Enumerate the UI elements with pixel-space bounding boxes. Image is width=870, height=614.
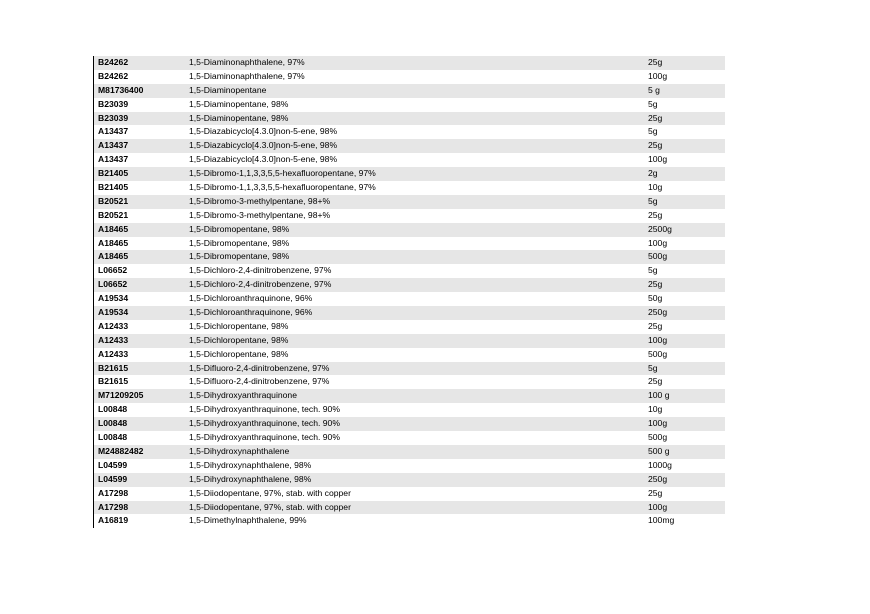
table-row (94, 250, 725, 264)
table-row (94, 292, 725, 306)
table-row (94, 223, 725, 237)
pack-size-cell: 25g (648, 376, 663, 387)
product-name-cell: 1,5-Dihydroxyanthraquinone, tech. 90% (189, 404, 340, 415)
product-name-cell: 1,5-Difluoro-2,4-dinitrobenzene, 97% (189, 362, 330, 373)
table-row (94, 306, 725, 320)
table-row (94, 98, 725, 112)
product-code-cell: B21615 (98, 362, 129, 373)
table-row (94, 125, 725, 139)
pack-size-cell: 100g (648, 154, 668, 165)
pack-size-cell: 100 g (648, 390, 670, 401)
table-row (94, 153, 725, 167)
product-code-cell: M71209205 (98, 390, 144, 401)
table-row (94, 112, 725, 126)
pack-size-cell: 500g (648, 348, 668, 359)
pack-size-cell: 10g (648, 182, 663, 193)
pack-size-cell: 500g (648, 251, 668, 262)
table-row (94, 514, 725, 528)
pack-size-cell: 100g (648, 334, 668, 345)
product-name-cell: 1,5-Dihydroxynaphthalene (189, 445, 290, 456)
product-code-cell: B24262 (98, 57, 129, 67)
table-row (94, 375, 725, 389)
pack-size-cell: 5g (648, 126, 658, 137)
product-name-cell: 1,5-Diazabicyclo[4.3.0]non-5-ene, 98% (189, 140, 338, 151)
product-code-cell: L00848 (98, 404, 128, 415)
product-code-cell: B20521 (98, 209, 129, 220)
product-name-cell: 1,5-Dibromo-1,1,3,3,5,5-hexafluoropentane, 97% (189, 168, 376, 179)
product-name-cell: 1,5-Dibromo-1,1,3,3,5,5-hexafluoropentane, 97% (189, 182, 376, 193)
product-name-cell: 1,5-Dibromopentane, 98% (189, 251, 290, 262)
pack-size-cell: 25g (648, 209, 663, 220)
product-code-cell: L00848 (98, 432, 128, 443)
product-code-cell: A17298 (98, 487, 129, 498)
product-code-cell: L06652 (98, 265, 128, 276)
product-code-cell: A12433 (98, 348, 129, 359)
product-code-cell: B21405 (98, 168, 129, 179)
product-code-cell: L00848 (98, 418, 128, 429)
product-name-cell: 1,5-Dichloropentane, 98% (189, 334, 289, 345)
table-row (94, 237, 725, 251)
product-name-cell: 1,5-Dihydroxyanthraquinone, tech. 90% (189, 418, 340, 429)
product-name-cell: 1,5-Dibromo-3-methylpentane, 98+% (189, 209, 331, 220)
product-name-cell: 1,5-Dibromopentane, 98% (189, 223, 290, 234)
table-row (94, 84, 725, 98)
product-code-cell: A16819 (98, 515, 129, 526)
product-code-cell: A19534 (98, 307, 129, 318)
table-row (94, 334, 725, 348)
pack-size-cell: 5g (648, 265, 658, 276)
product-name-cell: 1,5-Dichloropentane, 98% (189, 348, 289, 359)
product-name-cell: 1,5-Dihydroxyanthraquinone, tech. 90% (189, 432, 340, 443)
pack-size-cell: 100g (648, 501, 668, 512)
product-name-cell: 1,5-Dihydroxynaphthalene, 98% (189, 473, 312, 484)
table-row (94, 56, 725, 70)
product-name-cell: 1,5-Dichloroanthraquinone, 96% (189, 307, 313, 318)
product-code-cell: B20521 (98, 195, 129, 206)
product-name-cell: 1,5-Difluoro-2,4-dinitrobenzene, 97% (189, 376, 330, 387)
product-name-cell: 1,5-Dihydroxynaphthalene, 98% (189, 459, 312, 470)
product-name-cell: 1,5-Dichloro-2,4-dinitrobenzene, 97% (189, 279, 332, 290)
product-code-cell: A18465 (98, 251, 129, 262)
table-row (94, 167, 725, 181)
pack-size-cell: 25g (648, 320, 663, 331)
table-row (94, 501, 725, 515)
table-row (94, 70, 725, 84)
product-code-cell: L04599 (98, 473, 128, 484)
product-code-cell: A12433 (98, 320, 129, 331)
product-code-cell: A12433 (98, 334, 129, 345)
product-name-cell: 1,5-Dichloropentane, 98% (189, 320, 289, 331)
product-name-cell: 1,5-Diaminopentane, 98% (189, 112, 289, 123)
table-row (94, 389, 725, 403)
pack-size-cell: 1000g (648, 459, 672, 470)
pack-size-cell: 10g (648, 404, 663, 415)
pack-size-cell: 100g (648, 70, 668, 81)
table-row (94, 362, 725, 376)
product-code-cell: L04599 (98, 459, 128, 470)
table-row (94, 139, 725, 153)
pack-size-cell: 250g (648, 307, 668, 318)
product-code-cell: A13437 (98, 126, 129, 137)
pack-size-cell: 2500g (648, 223, 672, 234)
product-code-cell: A18465 (98, 237, 129, 248)
table-row (94, 209, 725, 223)
product-name-cell: 1,5-Dibromopentane, 98% (189, 237, 290, 248)
pack-size-cell: 5 g (648, 84, 660, 95)
product-code-cell: B23039 (98, 112, 129, 123)
table-row (94, 195, 725, 209)
pack-size-cell: 25g (648, 140, 663, 151)
table-row (94, 417, 725, 431)
pack-size-cell: 5g (648, 195, 658, 206)
product-name-cell: 1,5-Diazabicyclo[4.3.0]non-5-ene, 98% (189, 126, 338, 137)
table-row (94, 431, 725, 445)
product-code-cell: A18465 (98, 223, 129, 234)
product-code-cell: M81736400 (98, 84, 144, 95)
product-code-cell: A19534 (98, 293, 129, 304)
table-row (94, 445, 725, 459)
pack-size-cell: 5g (648, 362, 658, 373)
table-row (94, 459, 725, 473)
product-code-cell: B21405 (98, 182, 129, 193)
table-row (94, 403, 725, 417)
pack-size-cell: 100g (648, 418, 668, 429)
table-row (94, 487, 725, 501)
product-code-cell: A13437 (98, 154, 129, 165)
table-row (94, 320, 725, 334)
pack-size-cell: 250g (648, 473, 668, 484)
table-row (94, 473, 725, 487)
product-name-cell: 1,5-Diaminonaphthalene, 97% (189, 57, 305, 67)
pack-size-cell: 25g (648, 487, 663, 498)
product-name-cell: 1,5-Dimethylnaphthalene, 99% (189, 515, 307, 526)
pack-size-cell: 25g (648, 279, 663, 290)
product-name-cell: 1,5-Diaminopentane, 98% (189, 98, 289, 109)
product-code-cell: B24262 (98, 70, 129, 81)
pack-size-cell: 5g (648, 98, 658, 109)
product-code-cell: A13437 (98, 140, 129, 151)
product-name-cell: 1,5-Diazabicyclo[4.3.0]non-5-ene, 98% (189, 154, 338, 165)
table-row (94, 278, 725, 292)
pack-size-cell: 50g (648, 293, 663, 304)
pack-size-cell: 2g (648, 168, 658, 179)
product-name-cell: 1,5-Dihydroxyanthraquinone (189, 390, 297, 401)
pack-size-cell: 500 g (648, 445, 670, 456)
pack-size-cell: 25g (648, 112, 663, 123)
product-code-cell: L06652 (98, 279, 128, 290)
product-table (93, 56, 725, 528)
product-code-cell: A17298 (98, 501, 129, 512)
product-code-cell: B21615 (98, 376, 129, 387)
product-name-cell: 1,5-Diaminonaphthalene, 97% (189, 70, 305, 81)
product-name-cell: 1,5-Dibromo-3-methylpentane, 98+% (189, 195, 331, 206)
product-code-cell: M24882482 (98, 445, 144, 456)
product-name-cell: 1,5-Dichloro-2,4-dinitrobenzene, 97% (189, 265, 332, 276)
table-row (94, 264, 725, 278)
table-row (94, 181, 725, 195)
pack-size-cell: 500g (648, 432, 668, 443)
pack-size-cell: 25g (648, 57, 663, 67)
product-name-cell: 1,5-Diiodopentane, 97%, stab. with copper (189, 501, 351, 512)
product-name-cell: 1,5-Diiodopentane, 97%, stab. with copper (189, 487, 351, 498)
table-row (94, 348, 725, 362)
pack-size-cell: 100mg (648, 515, 675, 526)
product-name-cell: 1,5-Diaminopentane (189, 84, 267, 95)
pack-size-cell: 100g (648, 237, 668, 248)
product-name-cell: 1,5-Dichloroanthraquinone, 96% (189, 293, 313, 304)
product-code-cell: B23039 (98, 98, 129, 109)
